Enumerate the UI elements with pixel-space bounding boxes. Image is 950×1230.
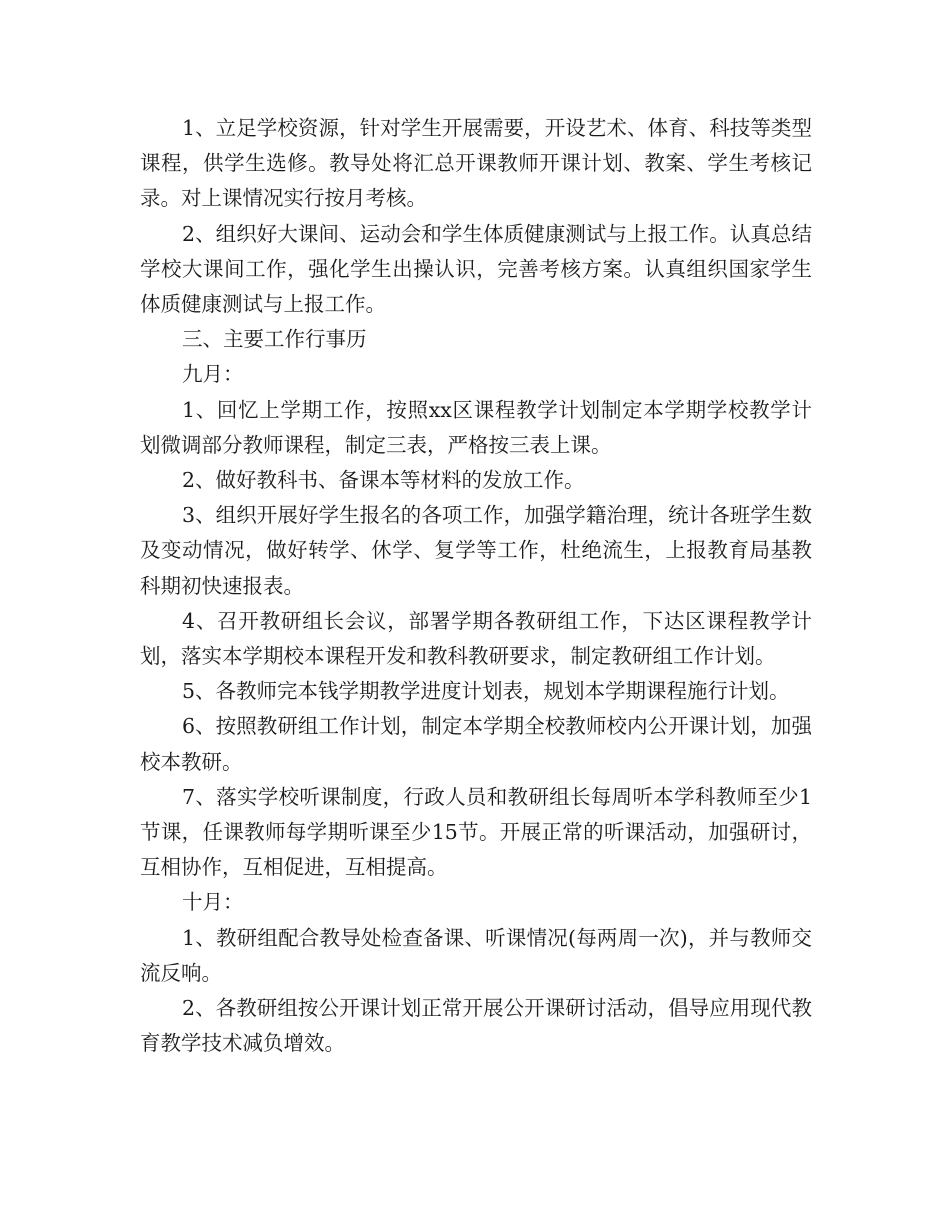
paragraph-sep-item-2: 2、做好教科书、备课本等材料的发放工作。 (182, 468, 585, 493)
section-heading-calendar: 三、主要工作行事历 (182, 327, 367, 352)
paragraph-sep-item-6: 6、按照教研组工作计划，制定本学期全校教师校内公开课计划，加强校本教研。 (140, 714, 812, 774)
document-body (140, 111, 812, 1061)
paragraph-sep-item-4: 4、召开教研组长会议，部署学期各教研组工作，下达区课程教学计划，落实本学期校本课程开发和教科教研要求，制定教研组工作计划。 (140, 608, 812, 669)
paragraph-sep-item-5: 5、各教师完本钱学期教学进度计划表，规划本学期课程施行计划。 (182, 679, 790, 704)
paragraph-sep-item-1: 1、回忆上学期工作，按照xx区课程教学计划制定本学期学校教学计划微调部分教师课程，制定三表，严格按三表上课。 (140, 397, 812, 457)
paragraph-course-offerings: 1、立足学校资源，针对学生开展需要，开设艺术、体育、科技等类型课程，供学生选修。教导处将汇总开课教师开课计划、教案、学生考核记录。对上课情况实行按月考核。 (140, 116, 812, 211)
paragraph-oct-item-1: 1、教研组配合教导处检查备课、听课情况(每两周一次)，并与教师交流反响。 (140, 925, 812, 985)
month-heading-september: 九月： (182, 362, 244, 387)
paragraph-sports-health: 2、组织好大课间、运动会和学生体质健康测试与上报工作。认真总结学校大课间工作，强化学生出操认识，完善考核方案。认真组织国家学生体质健康测试与上报工作。 (140, 221, 812, 317)
paragraph-sep-item-3: 3、组织开展好学生报名的各项工作，加强学籍治理，统计各班学生数及变动情况，做好转学、休学、复学等工作，杜绝流生，上报教育局基教科期初快速报表。 (140, 503, 812, 598)
paragraph-sep-item-7: 7、落实学校听课制度，行政人员和教研组长每周听本学科教师至少1节课，任课教师每学期听课至少15节。开展正常的听课活动，加强研讨，互相协作，互相促进，互相提高。 (140, 784, 812, 880)
paragraph-oct-item-2: 2、各教研组按公开课计划正常开展公开课研讨活动，倡导应用现代教育教学技术减负增效。 (140, 996, 812, 1056)
month-heading-october: 十月： (182, 890, 244, 915)
